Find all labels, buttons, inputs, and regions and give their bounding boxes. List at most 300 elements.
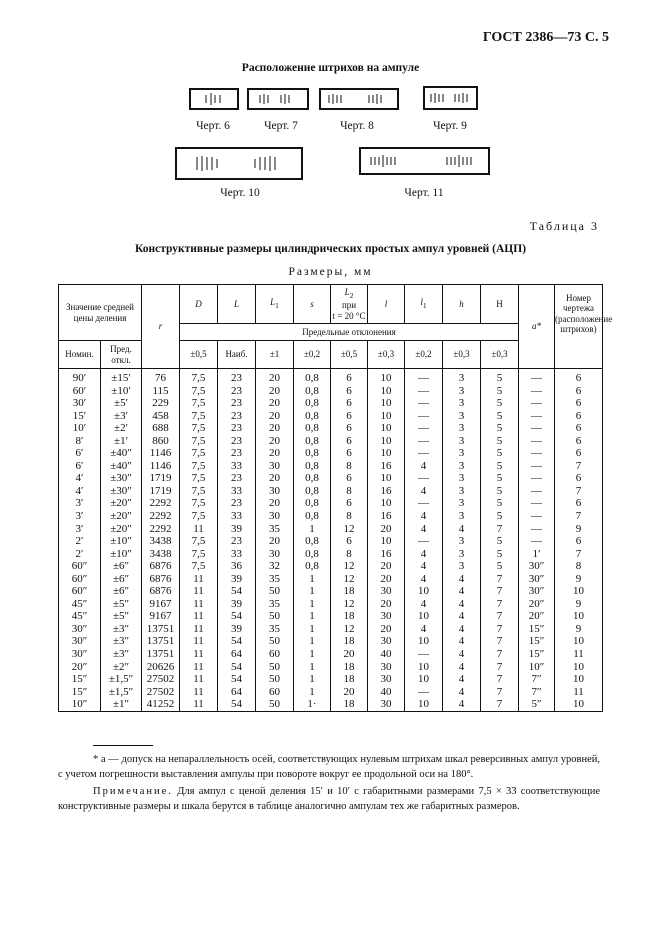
table-cell: 10′	[59, 422, 101, 435]
table-cell: —	[519, 523, 555, 536]
table-cell: 30	[256, 548, 294, 561]
table-cell: 64	[218, 686, 256, 699]
table-cell: 0,8	[294, 385, 331, 398]
table-cell: 0,8	[294, 460, 331, 473]
tolerance-L1: ±1	[256, 341, 294, 369]
table-cell: 27502	[142, 686, 180, 699]
table-cell: 30	[368, 635, 405, 648]
table-cell: 30″	[519, 573, 555, 586]
tolerance-s: ±0,2	[294, 341, 331, 369]
table-cell: 20	[256, 385, 294, 398]
table-cell: ±10′	[101, 385, 142, 398]
table-cell: 39	[218, 573, 256, 586]
tolerances-header: Предельные отклонения	[180, 324, 519, 341]
table-cell: —	[519, 497, 555, 510]
table-cell: 20	[331, 648, 368, 661]
table-cell: 3438	[142, 548, 180, 561]
table-cell: 4′	[59, 472, 101, 485]
table-cell: 20	[368, 523, 405, 536]
table-cell: 11	[555, 686, 603, 699]
table-cell: ±20″	[101, 523, 142, 536]
table-cell: 10	[555, 585, 603, 598]
table-cell: 7,5	[180, 369, 218, 385]
table-cell: 3′	[59, 497, 101, 510]
table-cell: 7,5	[180, 535, 218, 548]
table-cell: 3	[443, 369, 481, 385]
table-cell: 7	[481, 573, 519, 586]
table-cell: 10	[555, 661, 603, 674]
table-cell: 5	[481, 560, 519, 573]
table-cell: 6	[555, 422, 603, 435]
table-cell: 2′	[59, 548, 101, 561]
table-cell: 8	[331, 510, 368, 523]
table-cell: 7,5	[180, 422, 218, 435]
table-cell: 64	[218, 648, 256, 661]
table-cell: 688	[142, 422, 180, 435]
caption-drawing-8: Черт. 8	[340, 120, 374, 132]
table-cell: 6	[555, 369, 603, 385]
ampoule-dimensions-table	[58, 284, 613, 712]
table-cell: 54	[218, 635, 256, 648]
table-cell: 16	[368, 460, 405, 473]
table-row	[59, 385, 603, 398]
table-cell: 20	[256, 435, 294, 448]
table-cell: 6	[331, 422, 368, 435]
table-cell: 1	[294, 573, 331, 586]
table-cell: 6	[331, 410, 368, 423]
table-row	[59, 698, 603, 711]
table-cell: 5	[481, 485, 519, 498]
table-cell: 7	[481, 686, 519, 699]
table-cell: 23	[218, 385, 256, 398]
table-cell: 1	[294, 623, 331, 636]
limit-deviation-header: Пред. откл.	[101, 341, 142, 369]
table-cell: 5	[481, 460, 519, 473]
table-cell: 11	[180, 523, 218, 536]
table-cell: ±20″	[101, 497, 142, 510]
table-cell: 9	[555, 523, 603, 536]
note-label: Примечание.	[93, 786, 173, 797]
table-cell: 11	[180, 610, 218, 623]
table-cell: 15″	[519, 648, 555, 661]
table-row	[59, 673, 603, 686]
table-cell: 12	[331, 523, 368, 536]
table-cell: 2292	[142, 523, 180, 536]
table-cell: —	[519, 369, 555, 385]
table-cell: 10	[555, 673, 603, 686]
table-cell: 7	[481, 610, 519, 623]
dimensions-caption: Размеры, мм	[288, 266, 373, 278]
table-cell: 7	[481, 635, 519, 648]
table-cell: —	[405, 472, 443, 485]
h-header: h	[443, 285, 481, 324]
table-row	[59, 435, 603, 448]
table-cell: 5	[481, 548, 519, 561]
table-cell: 11	[180, 585, 218, 598]
tolerance-D: ±0,5	[180, 341, 218, 369]
table-cell: 10	[368, 472, 405, 485]
table-cell: 1719	[142, 472, 180, 485]
table-cell: 6	[331, 397, 368, 410]
table-cell: 7	[555, 460, 603, 473]
table-cell: —	[519, 447, 555, 460]
table-cell: —	[519, 410, 555, 423]
table-cell: 20	[256, 472, 294, 485]
table-cell: 15″	[59, 686, 101, 699]
table-cell: 0,8	[294, 397, 331, 410]
table-cell: —	[405, 648, 443, 661]
table-cell: 458	[142, 410, 180, 423]
table-row	[59, 560, 603, 573]
table-cell: 60″	[59, 560, 101, 573]
table-cell: 13751	[142, 648, 180, 661]
table-cell: 3	[443, 497, 481, 510]
table-cell: —	[405, 410, 443, 423]
table-cell: 50	[256, 698, 294, 711]
table-cell: 6876	[142, 560, 180, 573]
table-cell: 1146	[142, 447, 180, 460]
table-cell: 18	[331, 635, 368, 648]
table-cell: 11	[180, 661, 218, 674]
table-cell: 2292	[142, 510, 180, 523]
tolerance-L: Наиб.	[218, 341, 256, 369]
section-title: Расположение штрихов на ампуле	[241, 62, 420, 74]
table-cell: ±1,5″	[101, 686, 142, 699]
tolerance-l: ±0,3	[368, 341, 405, 369]
table-cell: 20	[368, 573, 405, 586]
table-cell: 4	[405, 560, 443, 573]
table-cell: 10	[368, 369, 405, 385]
table-cell: 30	[368, 698, 405, 711]
table-cell: 6876	[142, 573, 180, 586]
table-cell: 35	[256, 523, 294, 536]
table-row	[59, 485, 603, 498]
table-cell: —	[405, 397, 443, 410]
table-cell: 10	[405, 661, 443, 674]
table-cell: 16	[368, 510, 405, 523]
table-cell: 50	[256, 585, 294, 598]
l1-header: $l_1$	[405, 285, 443, 324]
table-cell: ±3″	[101, 635, 142, 648]
table-cell: 6876	[142, 585, 180, 598]
table-cell: 7,5	[180, 410, 218, 423]
table-row	[59, 598, 603, 611]
l-header: l	[368, 285, 405, 324]
table-cell: 1	[294, 673, 331, 686]
table-cell: 7,5	[180, 460, 218, 473]
table-row	[59, 523, 603, 536]
ampoule-drawing-7	[247, 88, 309, 110]
table-cell: —	[405, 447, 443, 460]
page-header: ГОСТ 2386—73 С. 5	[482, 30, 609, 45]
table-cell: 4′	[59, 485, 101, 498]
footnote: * a — допуск на непараллельность осей, соответствующих нулевым штрихам шкал реверсивных ампул уровней, с учетом погрешности выставления ампулы при повороте вокруг ее продольной оси на 180°.	[58, 754, 600, 781]
caption-drawing-11: Черт. 11	[404, 187, 444, 199]
s-header: s	[294, 285, 331, 324]
table-cell: 4	[405, 548, 443, 561]
table-cell: 10	[368, 447, 405, 460]
L1-header: $L_1$	[256, 285, 294, 324]
table-cell: 4	[443, 635, 481, 648]
table-cell: ±30″	[101, 472, 142, 485]
table-cell: 0,8	[294, 435, 331, 448]
table-cell: 7	[481, 698, 519, 711]
table-row	[59, 686, 603, 699]
table-cell: 0,8	[294, 485, 331, 498]
table-cell: ±6″	[101, 585, 142, 598]
table-cell: 2′	[59, 535, 101, 548]
table-cell: 12	[331, 560, 368, 573]
table-cell: ±1″	[101, 698, 142, 711]
table-cell: 3′	[59, 523, 101, 536]
table-cell: 6	[331, 472, 368, 485]
table-cell: 10	[368, 435, 405, 448]
table-row	[59, 535, 603, 548]
table-cell: 10	[368, 497, 405, 510]
table-cell: 0,8	[294, 410, 331, 423]
table-cell: 30″	[519, 585, 555, 598]
table-cell: ±20″	[101, 510, 142, 523]
table-cell: 3	[443, 485, 481, 498]
table-cell: 30	[368, 585, 405, 598]
table-cell: 23	[218, 410, 256, 423]
table-cell: —	[519, 485, 555, 498]
tolerance-l1: ±0,2	[405, 341, 443, 369]
table-cell: 15″	[519, 635, 555, 648]
table-cell: ±2″	[101, 661, 142, 674]
table-cell: 7	[481, 661, 519, 674]
table-cell: 10″	[59, 698, 101, 711]
table-cell: 8	[555, 560, 603, 573]
table-cell: 6′	[59, 460, 101, 473]
table-cell: 18	[331, 698, 368, 711]
table-cell: 4	[405, 523, 443, 536]
table-cell: 54	[218, 661, 256, 674]
table-row	[59, 497, 603, 510]
table-cell: 4	[405, 573, 443, 586]
table-cell: —	[519, 397, 555, 410]
table-cell: 18	[331, 610, 368, 623]
tolerance-h: ±0,3	[443, 341, 481, 369]
table-cell: 5	[481, 497, 519, 510]
table-cell: 33	[218, 460, 256, 473]
table-cell: 20626	[142, 661, 180, 674]
table-cell: ±6″	[101, 573, 142, 586]
table-cell: 7,5	[180, 497, 218, 510]
table-cell: 1	[294, 598, 331, 611]
table-cell: 30	[256, 510, 294, 523]
scale-marks	[425, 88, 476, 108]
table-cell: 15″	[519, 623, 555, 636]
table-cell: 4	[443, 673, 481, 686]
table-cell: 3438	[142, 535, 180, 548]
table-cell: 6	[331, 535, 368, 548]
table-row	[59, 623, 603, 636]
table-cell: 0,8	[294, 560, 331, 573]
table-cell: 20	[368, 560, 405, 573]
table-cell: 4	[405, 623, 443, 636]
table-cell: 23	[218, 422, 256, 435]
table-cell: 5	[481, 535, 519, 548]
table-row	[59, 585, 603, 598]
table-cell: 6	[331, 385, 368, 398]
table-row	[59, 410, 603, 423]
table-cell: 4	[443, 686, 481, 699]
table-cell: 60	[256, 648, 294, 661]
table-cell: 1719	[142, 485, 180, 498]
table-cell: 20	[256, 410, 294, 423]
table-cell: 33	[218, 510, 256, 523]
table-row	[59, 447, 603, 460]
note	[58, 784, 600, 814]
table-cell: 20″	[519, 598, 555, 611]
table-cell: 7	[555, 485, 603, 498]
table-cell: 35	[256, 623, 294, 636]
table-cell: 5	[481, 397, 519, 410]
table-cell: 54	[218, 698, 256, 711]
table-cell: 39	[218, 598, 256, 611]
table-cell: 10	[405, 585, 443, 598]
table-cell: 9167	[142, 610, 180, 623]
table-cell: 4	[405, 510, 443, 523]
table-row	[59, 460, 603, 473]
table-cell: 5	[481, 369, 519, 385]
table-cell: 20	[368, 623, 405, 636]
table-cell: 23	[218, 369, 256, 385]
table-cell: 4	[405, 485, 443, 498]
ampoule-drawing-6	[189, 88, 239, 110]
table-cell: 7,5	[180, 397, 218, 410]
table-row	[59, 369, 603, 385]
table-title: Конструктивные размеры цилиндрических простых ампул уровней (АЦП)	[134, 243, 527, 255]
table-cell: 5″	[519, 698, 555, 711]
table-row	[59, 397, 603, 410]
scale-marks	[321, 90, 397, 108]
table-cell: 20	[256, 369, 294, 385]
table-cell: 7	[481, 598, 519, 611]
table-cell: 35	[256, 573, 294, 586]
table-cell: 30	[256, 485, 294, 498]
table-cell: 1	[294, 648, 331, 661]
table-cell: —	[519, 510, 555, 523]
table-cell: 10	[555, 610, 603, 623]
table-cell: 7	[481, 673, 519, 686]
nominal-header: Номин.	[59, 341, 101, 369]
table-cell: 10	[405, 673, 443, 686]
table-cell: —	[519, 460, 555, 473]
table-cell: 27502	[142, 673, 180, 686]
table-cell: 9	[555, 598, 603, 611]
table-cell: 30	[368, 661, 405, 674]
table-cell: 5	[481, 435, 519, 448]
table-cell: 1·	[294, 698, 331, 711]
table-cell: 4	[443, 573, 481, 586]
table-cell: 30″	[519, 560, 555, 573]
table-cell: 3	[443, 447, 481, 460]
table-cell: 60″	[59, 573, 101, 586]
table-cell: 8′	[59, 435, 101, 448]
table-cell: 10	[368, 422, 405, 435]
table-cell: 7,5	[180, 385, 218, 398]
ampoule-drawing-10	[175, 147, 303, 180]
table-cell: 0,8	[294, 535, 331, 548]
table-cell: 1	[294, 610, 331, 623]
table-cell: 8	[331, 548, 368, 561]
table-cell: 11	[180, 598, 218, 611]
scale-marks	[249, 90, 307, 108]
table-cell: 50	[256, 661, 294, 674]
table-cell: 6	[331, 497, 368, 510]
table-cell: 6	[555, 385, 603, 398]
table-cell: 4	[443, 661, 481, 674]
caption-drawing-6: Черт. 6	[196, 120, 230, 132]
table-cell: 1	[294, 523, 331, 536]
drawing-number-header: Номер чертежа (расположение штрихов)	[555, 285, 603, 369]
table-cell: 20	[368, 598, 405, 611]
table-cell: 76	[142, 369, 180, 385]
table-cell: 6	[555, 497, 603, 510]
table-cell: 2292	[142, 497, 180, 510]
table-cell: 3	[443, 397, 481, 410]
table-row	[59, 661, 603, 674]
table-cell: 3	[443, 510, 481, 523]
table-cell: 60	[256, 686, 294, 699]
table-cell: 10	[368, 410, 405, 423]
table-cell: 30	[368, 610, 405, 623]
table-cell: 32	[256, 560, 294, 573]
table-cell: 1	[294, 661, 331, 674]
table-cell: 7,5	[180, 560, 218, 573]
table-cell: 6′	[59, 447, 101, 460]
table-cell: 20	[256, 422, 294, 435]
table-body	[59, 369, 603, 712]
table-cell: 7	[481, 523, 519, 536]
table-cell: 4	[443, 523, 481, 536]
table-cell: 9	[555, 573, 603, 586]
table-cell: ±15′	[101, 369, 142, 385]
table-cell: 23	[218, 447, 256, 460]
table-cell: 18	[331, 673, 368, 686]
table-cell: 7	[555, 548, 603, 561]
table-row	[59, 548, 603, 561]
table-cell: 30″	[59, 623, 101, 636]
scale-marks	[191, 90, 237, 108]
a-header: a*	[519, 285, 555, 369]
table-cell: ±2′	[101, 422, 142, 435]
table-cell: 3	[443, 410, 481, 423]
table-cell: 23	[218, 497, 256, 510]
table-cell: 9	[555, 623, 603, 636]
table-cell: 4	[443, 698, 481, 711]
table-cell: 3	[443, 435, 481, 448]
table-cell: 40	[368, 686, 405, 699]
table-cell: 4	[405, 460, 443, 473]
table-row	[59, 635, 603, 648]
table-cell: —	[405, 686, 443, 699]
table-cell: 11	[180, 673, 218, 686]
table-cell: —	[519, 422, 555, 435]
table-cell: 13751	[142, 635, 180, 648]
table-cell: 11	[180, 573, 218, 586]
table-cell: 7	[555, 510, 603, 523]
table-cell: 5	[481, 422, 519, 435]
table-cell: —	[405, 422, 443, 435]
table-cell: 0,8	[294, 497, 331, 510]
table-cell: 45″	[59, 598, 101, 611]
table-cell: 10″	[519, 661, 555, 674]
table-cell: 20	[256, 447, 294, 460]
table-cell: 6	[555, 447, 603, 460]
